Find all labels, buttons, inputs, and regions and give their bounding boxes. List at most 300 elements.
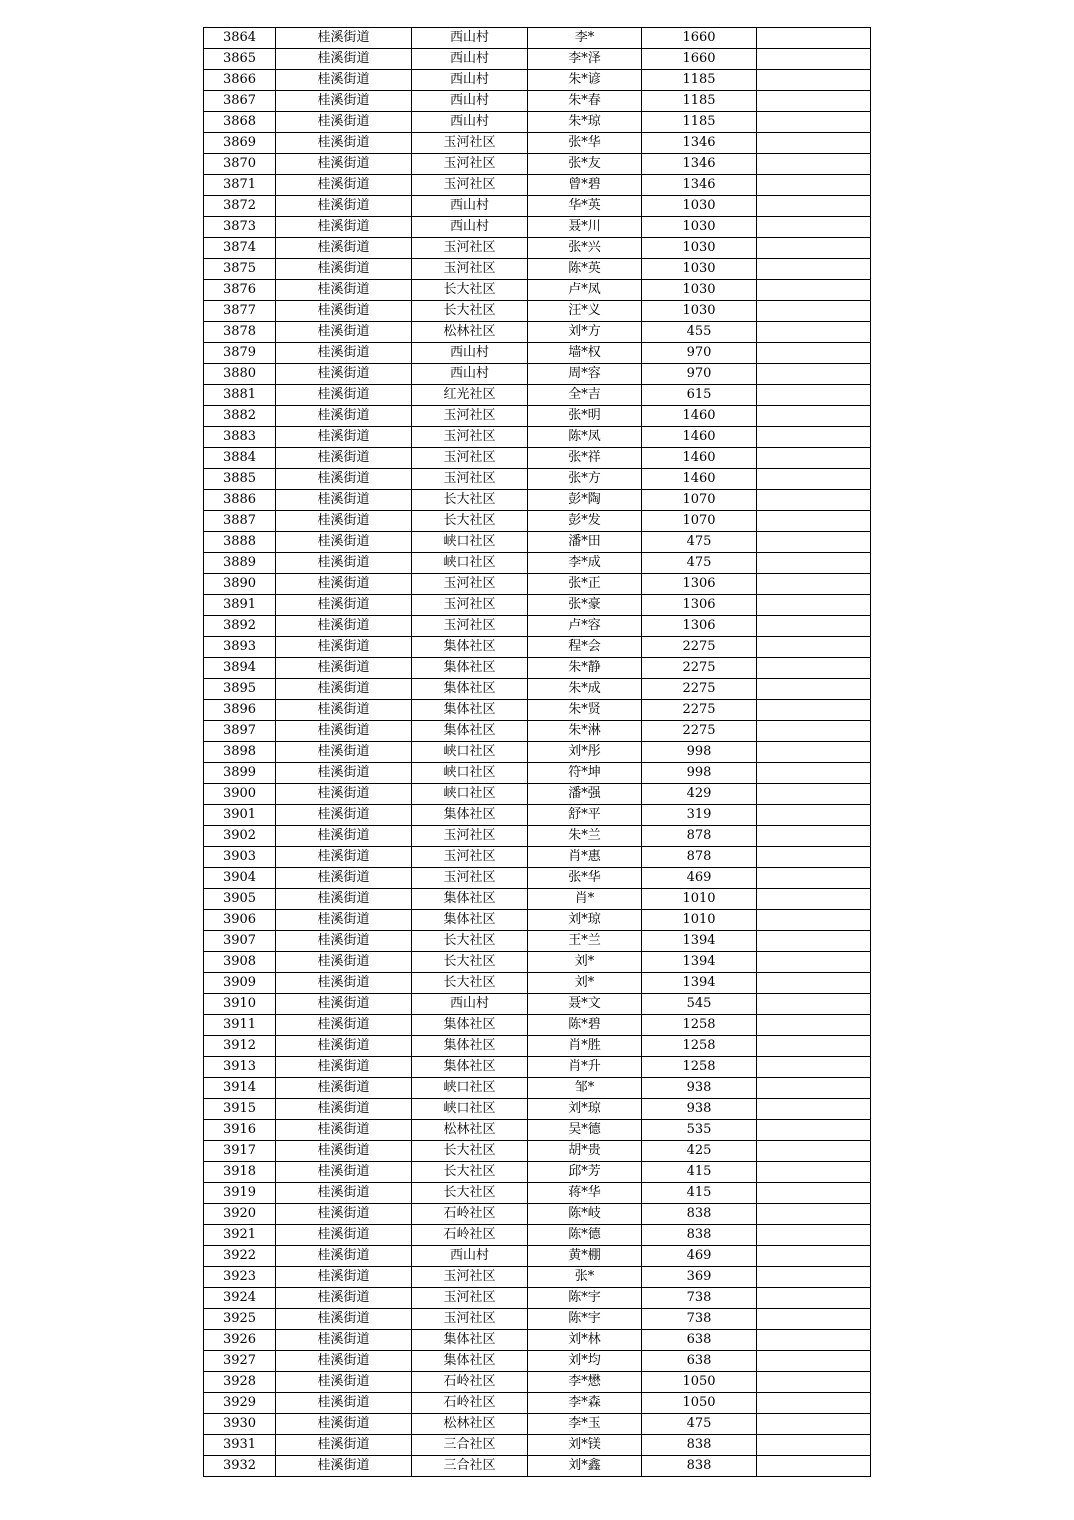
- table-row: [204, 1351, 871, 1372]
- row-number-cell: 3931: [204, 1435, 276, 1456]
- remark-cell: [757, 868, 871, 889]
- community-cell: 峡口社区: [412, 553, 528, 574]
- name-cell: 蒋*华: [528, 1183, 642, 1204]
- remark-cell: [757, 847, 871, 868]
- row-number-cell: 3874: [204, 238, 276, 259]
- name-cell: 周*容: [528, 364, 642, 385]
- community-cell: 玉河社区: [412, 448, 528, 469]
- name-cell: 聂*文: [528, 994, 642, 1015]
- remark-cell: [757, 1141, 871, 1162]
- name-cell: 李*玉: [528, 1414, 642, 1435]
- amount-cell: 415: [642, 1183, 757, 1204]
- community-cell: 三合社区: [412, 1435, 528, 1456]
- row-number-cell: 3880: [204, 364, 276, 385]
- amount-cell: 475: [642, 532, 757, 553]
- remark-cell: [757, 322, 871, 343]
- street-cell: 桂溪街道: [276, 1288, 412, 1309]
- row-number-cell: 3890: [204, 574, 276, 595]
- amount-cell: 738: [642, 1309, 757, 1330]
- table-row: [204, 616, 871, 637]
- name-cell: 刘*方: [528, 322, 642, 343]
- street-cell: 桂溪街道: [276, 994, 412, 1015]
- street-cell: 桂溪街道: [276, 1162, 412, 1183]
- street-cell: 桂溪街道: [276, 952, 412, 973]
- table-row: [204, 1330, 871, 1351]
- row-number-cell: 3905: [204, 889, 276, 910]
- street-cell: 桂溪街道: [276, 742, 412, 763]
- name-cell: 程*会: [528, 637, 642, 658]
- amount-cell: 2275: [642, 658, 757, 679]
- row-number-cell: 3912: [204, 1036, 276, 1057]
- row-number-cell: 3894: [204, 658, 276, 679]
- amount-cell: 2275: [642, 637, 757, 658]
- row-number-cell: 3884: [204, 448, 276, 469]
- name-cell: 胡*贵: [528, 1141, 642, 1162]
- remark-cell: [757, 1330, 871, 1351]
- row-number-cell: 3868: [204, 112, 276, 133]
- amount-cell: 455: [642, 322, 757, 343]
- street-cell: 桂溪街道: [276, 1309, 412, 1330]
- community-cell: 西山村: [412, 364, 528, 385]
- community-cell: 长大社区: [412, 490, 528, 511]
- remark-cell: [757, 406, 871, 427]
- remark-cell: [757, 364, 871, 385]
- community-cell: 石岭社区: [412, 1393, 528, 1414]
- remark-cell: [757, 742, 871, 763]
- name-cell: 刘*均: [528, 1351, 642, 1372]
- community-cell: 西山村: [412, 196, 528, 217]
- name-cell: 张*华: [528, 133, 642, 154]
- row-number-cell: 3923: [204, 1267, 276, 1288]
- row-number-cell: 3867: [204, 91, 276, 112]
- remark-cell: [757, 91, 871, 112]
- table-row: [204, 637, 871, 658]
- row-number-cell: 3897: [204, 721, 276, 742]
- remark-cell: [757, 763, 871, 784]
- remark-cell: [757, 133, 871, 154]
- amount-cell: 1346: [642, 133, 757, 154]
- table-row: [204, 1267, 871, 1288]
- table-row: [204, 1183, 871, 1204]
- table-row: [204, 280, 871, 301]
- community-cell: 三合社区: [412, 1456, 528, 1477]
- table-row: [204, 217, 871, 238]
- remark-cell: [757, 112, 871, 133]
- row-number-cell: 3879: [204, 343, 276, 364]
- remark-cell: [757, 637, 871, 658]
- name-cell: 刘*林: [528, 1330, 642, 1351]
- street-cell: 桂溪街道: [276, 889, 412, 910]
- row-number-cell: 3869: [204, 133, 276, 154]
- amount-cell: 1258: [642, 1057, 757, 1078]
- remark-cell: [757, 385, 871, 406]
- name-cell: 朱*兰: [528, 826, 642, 847]
- remark-cell: [757, 994, 871, 1015]
- table-row: [204, 1309, 871, 1330]
- community-cell: 长大社区: [412, 931, 528, 952]
- remark-cell: [757, 490, 871, 511]
- name-cell: 刘*: [528, 952, 642, 973]
- row-number-cell: 3892: [204, 616, 276, 637]
- name-cell: 黄*棚: [528, 1246, 642, 1267]
- row-number-cell: 3865: [204, 49, 276, 70]
- name-cell: 潘*强: [528, 784, 642, 805]
- street-cell: 桂溪街道: [276, 1225, 412, 1246]
- name-cell: 朱*成: [528, 679, 642, 700]
- community-cell: 西山村: [412, 70, 528, 91]
- street-cell: 桂溪街道: [276, 1414, 412, 1435]
- street-cell: 桂溪街道: [276, 385, 412, 406]
- community-cell: 西山村: [412, 1246, 528, 1267]
- name-cell: 卢*容: [528, 616, 642, 637]
- table-row: [204, 490, 871, 511]
- community-cell: 玉河社区: [412, 868, 528, 889]
- row-number-cell: 3921: [204, 1225, 276, 1246]
- community-cell: 松林社区: [412, 1120, 528, 1141]
- remark-cell: [757, 1183, 871, 1204]
- amount-cell: 1258: [642, 1036, 757, 1057]
- street-cell: 桂溪街道: [276, 448, 412, 469]
- community-cell: 玉河社区: [412, 259, 528, 280]
- amount-cell: 1460: [642, 427, 757, 448]
- table-row: [204, 994, 871, 1015]
- community-cell: 玉河社区: [412, 616, 528, 637]
- community-cell: 红光社区: [412, 385, 528, 406]
- remark-cell: [757, 973, 871, 994]
- name-cell: 舒*平: [528, 805, 642, 826]
- community-cell: 长大社区: [412, 280, 528, 301]
- table-row: [204, 784, 871, 805]
- community-cell: 石岭社区: [412, 1204, 528, 1225]
- row-number-cell: 3926: [204, 1330, 276, 1351]
- name-cell: 肖*: [528, 889, 642, 910]
- street-cell: 桂溪街道: [276, 1372, 412, 1393]
- name-cell: 刘*镁: [528, 1435, 642, 1456]
- street-cell: 桂溪街道: [276, 805, 412, 826]
- row-number-cell: 3872: [204, 196, 276, 217]
- amount-cell: 615: [642, 385, 757, 406]
- street-cell: 桂溪街道: [276, 868, 412, 889]
- name-cell: 李*: [528, 28, 642, 49]
- row-number-cell: 3916: [204, 1120, 276, 1141]
- row-number-cell: 3878: [204, 322, 276, 343]
- community-cell: 长大社区: [412, 952, 528, 973]
- street-cell: 桂溪街道: [276, 931, 412, 952]
- remark-cell: [757, 616, 871, 637]
- name-cell: 张*正: [528, 574, 642, 595]
- remark-cell: [757, 553, 871, 574]
- name-cell: 张*兴: [528, 238, 642, 259]
- street-cell: 桂溪街道: [276, 1393, 412, 1414]
- remark-cell: [757, 1267, 871, 1288]
- name-cell: 张*方: [528, 469, 642, 490]
- remark-cell: [757, 175, 871, 196]
- community-cell: 集体社区: [412, 679, 528, 700]
- table-row: [204, 1414, 871, 1435]
- remark-cell: [757, 196, 871, 217]
- row-number-cell: 3929: [204, 1393, 276, 1414]
- name-cell: 刘*鑫: [528, 1456, 642, 1477]
- community-cell: 集体社区: [412, 1351, 528, 1372]
- row-number-cell: 3902: [204, 826, 276, 847]
- remark-cell: [757, 301, 871, 322]
- name-cell: 曾*碧: [528, 175, 642, 196]
- street-cell: 桂溪街道: [276, 259, 412, 280]
- table-row: [204, 973, 871, 994]
- name-cell: 陈*德: [528, 1225, 642, 1246]
- row-number-cell: 3881: [204, 385, 276, 406]
- amount-cell: 429: [642, 784, 757, 805]
- table-row: [204, 70, 871, 91]
- community-cell: 长大社区: [412, 1141, 528, 1162]
- name-cell: 刘*琼: [528, 1099, 642, 1120]
- amount-cell: 1185: [642, 112, 757, 133]
- table-row: [204, 763, 871, 784]
- amount-cell: 1030: [642, 217, 757, 238]
- name-cell: 张*: [528, 1267, 642, 1288]
- amount-cell: 1070: [642, 490, 757, 511]
- table-row: [204, 931, 871, 952]
- table-row: [204, 1225, 871, 1246]
- row-number-cell: 3882: [204, 406, 276, 427]
- street-cell: 桂溪街道: [276, 469, 412, 490]
- street-cell: 桂溪街道: [276, 553, 412, 574]
- street-cell: 桂溪街道: [276, 1057, 412, 1078]
- remark-cell: [757, 511, 871, 532]
- amount-cell: 469: [642, 1246, 757, 1267]
- row-number-cell: 3908: [204, 952, 276, 973]
- street-cell: 桂溪街道: [276, 1267, 412, 1288]
- amount-cell: 638: [642, 1330, 757, 1351]
- street-cell: 桂溪街道: [276, 1015, 412, 1036]
- street-cell: 桂溪街道: [276, 238, 412, 259]
- amount-cell: 938: [642, 1099, 757, 1120]
- table-row: [204, 868, 871, 889]
- table-row: [204, 259, 871, 280]
- row-number-cell: 3883: [204, 427, 276, 448]
- street-cell: 桂溪街道: [276, 700, 412, 721]
- amount-cell: 1660: [642, 49, 757, 70]
- row-number-cell: 3866: [204, 70, 276, 91]
- street-cell: 桂溪街道: [276, 826, 412, 847]
- community-cell: 玉河社区: [412, 469, 528, 490]
- table-row: [204, 154, 871, 175]
- row-number-cell: 3877: [204, 301, 276, 322]
- row-number-cell: 3899: [204, 763, 276, 784]
- amount-cell: 1394: [642, 973, 757, 994]
- community-cell: 玉河社区: [412, 154, 528, 175]
- street-cell: 桂溪街道: [276, 616, 412, 637]
- amount-cell: 838: [642, 1435, 757, 1456]
- community-cell: 西山村: [412, 217, 528, 238]
- community-cell: 集体社区: [412, 805, 528, 826]
- street-cell: 桂溪街道: [276, 280, 412, 301]
- remark-cell: [757, 469, 871, 490]
- row-number-cell: 3930: [204, 1414, 276, 1435]
- community-cell: 玉河社区: [412, 1288, 528, 1309]
- row-number-cell: 3906: [204, 910, 276, 931]
- table-body: [204, 28, 871, 1477]
- remark-cell: [757, 889, 871, 910]
- table-row: [204, 427, 871, 448]
- remark-cell: [757, 154, 871, 175]
- street-cell: 桂溪街道: [276, 301, 412, 322]
- remark-cell: [757, 574, 871, 595]
- street-cell: 桂溪街道: [276, 196, 412, 217]
- street-cell: 桂溪街道: [276, 847, 412, 868]
- amount-cell: 878: [642, 826, 757, 847]
- remark-cell: [757, 448, 871, 469]
- name-cell: 卢*凤: [528, 280, 642, 301]
- amount-cell: 2275: [642, 721, 757, 742]
- remark-cell: [757, 595, 871, 616]
- name-cell: 吴*德: [528, 1120, 642, 1141]
- name-cell: 潘*田: [528, 532, 642, 553]
- name-cell: 张*祥: [528, 448, 642, 469]
- remark-cell: [757, 1414, 871, 1435]
- remark-cell: [757, 1036, 871, 1057]
- data-table: [203, 27, 871, 1477]
- name-cell: 陈*宇: [528, 1309, 642, 1330]
- remark-cell: [757, 1120, 871, 1141]
- table-row: [204, 700, 871, 721]
- amount-cell: 1185: [642, 91, 757, 112]
- street-cell: 桂溪街道: [276, 1141, 412, 1162]
- name-cell: 华*英: [528, 196, 642, 217]
- remark-cell: [757, 1078, 871, 1099]
- community-cell: 长大社区: [412, 301, 528, 322]
- community-cell: 集体社区: [412, 889, 528, 910]
- community-cell: 西山村: [412, 994, 528, 1015]
- street-cell: 桂溪街道: [276, 1099, 412, 1120]
- amount-cell: 738: [642, 1288, 757, 1309]
- community-cell: 长大社区: [412, 973, 528, 994]
- remark-cell: [757, 1015, 871, 1036]
- row-number-cell: 3928: [204, 1372, 276, 1393]
- community-cell: 玉河社区: [412, 1267, 528, 1288]
- amount-cell: 1346: [642, 175, 757, 196]
- street-cell: 桂溪街道: [276, 217, 412, 238]
- remark-cell: [757, 1435, 871, 1456]
- amount-cell: 1660: [642, 28, 757, 49]
- community-cell: 长大社区: [412, 1162, 528, 1183]
- amount-cell: 638: [642, 1351, 757, 1372]
- street-cell: 桂溪街道: [276, 322, 412, 343]
- amount-cell: 1460: [642, 448, 757, 469]
- row-number-cell: 3898: [204, 742, 276, 763]
- amount-cell: 1306: [642, 616, 757, 637]
- table-row: [204, 49, 871, 70]
- table-row: [204, 952, 871, 973]
- row-number-cell: 3913: [204, 1057, 276, 1078]
- name-cell: 聂*川: [528, 217, 642, 238]
- community-cell: 玉河社区: [412, 133, 528, 154]
- row-number-cell: 3910: [204, 994, 276, 1015]
- amount-cell: 998: [642, 763, 757, 784]
- amount-cell: 1030: [642, 259, 757, 280]
- amount-cell: 1306: [642, 595, 757, 616]
- amount-cell: 1185: [642, 70, 757, 91]
- remark-cell: [757, 1204, 871, 1225]
- remark-cell: [757, 1372, 871, 1393]
- row-number-cell: 3907: [204, 931, 276, 952]
- community-cell: 集体社区: [412, 658, 528, 679]
- row-number-cell: 3919: [204, 1183, 276, 1204]
- table-row: [204, 826, 871, 847]
- remark-cell: [757, 28, 871, 49]
- row-number-cell: 3891: [204, 595, 276, 616]
- remark-cell: [757, 1309, 871, 1330]
- amount-cell: 1394: [642, 931, 757, 952]
- name-cell: 朱*琼: [528, 112, 642, 133]
- row-number-cell: 3920: [204, 1204, 276, 1225]
- table-row: [204, 742, 871, 763]
- community-cell: 玉河社区: [412, 427, 528, 448]
- row-number-cell: 3918: [204, 1162, 276, 1183]
- name-cell: 朱*静: [528, 658, 642, 679]
- name-cell: 肖*惠: [528, 847, 642, 868]
- table-row: [204, 910, 871, 931]
- street-cell: 桂溪街道: [276, 91, 412, 112]
- community-cell: 玉河社区: [412, 847, 528, 868]
- street-cell: 桂溪街道: [276, 1183, 412, 1204]
- street-cell: 桂溪街道: [276, 1204, 412, 1225]
- community-cell: 集体社区: [412, 1330, 528, 1351]
- street-cell: 桂溪街道: [276, 1456, 412, 1477]
- community-cell: 西山村: [412, 28, 528, 49]
- row-number-cell: 3888: [204, 532, 276, 553]
- remark-cell: [757, 238, 871, 259]
- street-cell: 桂溪街道: [276, 574, 412, 595]
- amount-cell: 475: [642, 553, 757, 574]
- table-row: [204, 1162, 871, 1183]
- table-row: [204, 1057, 871, 1078]
- name-cell: 刘*: [528, 973, 642, 994]
- amount-cell: 970: [642, 364, 757, 385]
- amount-cell: 1306: [642, 574, 757, 595]
- amount-cell: 369: [642, 1267, 757, 1288]
- row-number-cell: 3895: [204, 679, 276, 700]
- community-cell: 集体社区: [412, 1015, 528, 1036]
- remark-cell: [757, 1099, 871, 1120]
- amount-cell: 425: [642, 1141, 757, 1162]
- name-cell: 刘*彤: [528, 742, 642, 763]
- community-cell: 长大社区: [412, 1183, 528, 1204]
- street-cell: 桂溪街道: [276, 1036, 412, 1057]
- remark-cell: [757, 721, 871, 742]
- amount-cell: 1010: [642, 889, 757, 910]
- name-cell: 全*吉: [528, 385, 642, 406]
- table-row: [204, 1372, 871, 1393]
- street-cell: 桂溪街道: [276, 427, 412, 448]
- table-row: [204, 1204, 871, 1225]
- amount-cell: 2275: [642, 679, 757, 700]
- remark-cell: [757, 1288, 871, 1309]
- community-cell: 集体社区: [412, 700, 528, 721]
- table-row: [204, 1435, 871, 1456]
- street-cell: 桂溪街道: [276, 658, 412, 679]
- name-cell: 符*坤: [528, 763, 642, 784]
- community-cell: 松林社区: [412, 1414, 528, 1435]
- remark-cell: [757, 427, 871, 448]
- street-cell: 桂溪街道: [276, 364, 412, 385]
- table-row: [204, 112, 871, 133]
- community-cell: 玉河社区: [412, 595, 528, 616]
- table-row: [204, 385, 871, 406]
- remark-cell: [757, 1057, 871, 1078]
- community-cell: 峡口社区: [412, 742, 528, 763]
- row-number-cell: 3864: [204, 28, 276, 49]
